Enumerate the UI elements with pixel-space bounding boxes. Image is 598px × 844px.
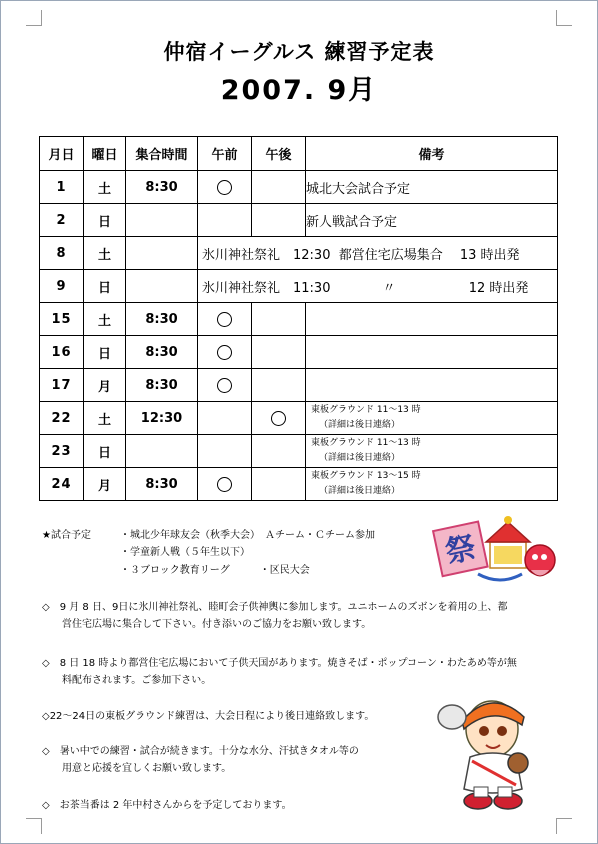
festival-illustration-icon: [430, 512, 558, 588]
cell-span-note: 氷川神社祭礼 12:30 都営住宅広場集合 13 時出発: [198, 237, 558, 270]
cell-am: [198, 369, 252, 402]
cell-weekday: 月: [84, 468, 126, 501]
header-weekday: 曜日: [84, 137, 126, 171]
cell-pm: [252, 369, 306, 402]
cell-am: [198, 402, 252, 435]
crop-mark-tl-h: [26, 25, 42, 26]
cell-am: [198, 204, 252, 237]
header-pm: 午後: [252, 137, 306, 171]
cell-date: 9: [40, 270, 84, 303]
cell-note: [306, 369, 558, 402]
header-notes: 備考: [306, 137, 558, 171]
notice-line: ◇ 8 日 18 時より都営住宅広場において子供天国があります。焼きそば・ポップコーン・わたあめ等が無: [42, 658, 517, 669]
cell-date: 23: [40, 435, 84, 468]
table-header-row: [40, 137, 558, 171]
table-row: [40, 171, 558, 204]
note-line: 東板グラウンド 11〜13 時: [311, 405, 421, 415]
cell-date: 1: [40, 171, 84, 204]
notice: [42, 743, 359, 777]
header-am: 午前: [198, 137, 252, 171]
cell-am: [198, 336, 252, 369]
cell-time: 8:30: [126, 171, 198, 204]
cell-pm: [252, 468, 306, 501]
cell-time: [126, 270, 198, 303]
note-line: （詳細は後日連絡）: [319, 486, 401, 496]
notice: [42, 655, 517, 689]
cell-pm: [252, 204, 306, 237]
cell-date: 16: [40, 336, 84, 369]
crop-mark-tr-h: [556, 25, 572, 26]
cell-pm: [252, 303, 306, 336]
festival-sign-text: 祭: [442, 530, 479, 571]
cell-pm: [252, 336, 306, 369]
cell-weekday: 日: [84, 435, 126, 468]
table-row: [40, 435, 558, 468]
page-subtitle: 2007. 9月: [220, 75, 378, 106]
cell-pm: [252, 402, 306, 435]
table-row: [40, 270, 558, 303]
page-title: 仲宿イーグルス 練習予定表: [163, 40, 435, 64]
cell-note: [306, 303, 558, 336]
attendance-circle-icon: [217, 312, 232, 327]
cell-date: 24: [40, 468, 84, 501]
note-line: （詳細は後日連絡）: [319, 453, 401, 463]
table-row: [40, 468, 558, 501]
cell-time: 12:30: [126, 402, 198, 435]
table-row: [40, 303, 558, 336]
cell-date: 15: [40, 303, 84, 336]
cell-am: [198, 435, 252, 468]
cell-note: 新人戦試合予定: [306, 204, 558, 237]
table-row: [40, 402, 558, 435]
cell-date: 22: [40, 402, 84, 435]
header-date: 月日: [40, 137, 84, 171]
cell-weekday: 日: [84, 270, 126, 303]
baseball-player-mascot-icon: [432, 685, 542, 815]
cell-note: [306, 468, 558, 501]
cell-date: 8: [40, 237, 84, 270]
notice-line: ◇22〜24日の東板グラウンド練習は、大会日程により後日連絡致します。: [42, 711, 375, 722]
table-row: [40, 204, 558, 237]
note-line: （詳細は後日連絡）: [319, 420, 401, 430]
cell-weekday: 土: [84, 303, 126, 336]
cell-date: 2: [40, 204, 84, 237]
notice-line: ◇ 9 月 8 日、9日に氷川神社祭礼、睦町会子供神輿に参加します。ユニホームのズボンを着用の上、都: [42, 602, 508, 613]
notice: [42, 708, 374, 725]
crop-mark-tr-v: [556, 10, 557, 26]
crop-mark-tl-v: [41, 10, 42, 26]
cell-am: [198, 303, 252, 336]
attendance-circle-icon: [217, 477, 232, 492]
match-label: ★試合予定: [42, 530, 91, 541]
notice-line: ◇ 暑い中での練習・試合が続きます。十分な水分、汗拭きタオル等の: [42, 746, 359, 757]
match-item: ・３ブロック教育リーグ ・区民大会: [120, 565, 310, 576]
notice: [42, 599, 508, 633]
cell-weekday: 土: [84, 171, 126, 204]
crop-mark-br-v: [556, 818, 557, 834]
notice-line: ◇ お茶当番は 2 年中村さんからを予定しております。: [42, 800, 292, 811]
match-item: ・学童新人戦（５年生以下）: [120, 547, 250, 558]
cell-time: [126, 204, 198, 237]
crop-mark-bl-v: [41, 818, 42, 834]
cell-time: 8:30: [126, 336, 198, 369]
cell-note: [306, 435, 558, 468]
attendance-circle-icon: [271, 411, 286, 426]
note-line: 東板グラウンド 13〜15 時: [311, 471, 421, 481]
cell-weekday: 土: [84, 237, 126, 270]
cell-pm: [252, 171, 306, 204]
cell-time: [126, 237, 198, 270]
attendance-circle-icon: [217, 345, 232, 360]
notice: [42, 797, 292, 814]
cell-note: [306, 402, 558, 435]
crop-mark-br-h: [556, 818, 572, 819]
cell-am: [198, 171, 252, 204]
notice-line: 料配布されます。ご参加下さい。: [62, 675, 212, 686]
cell-date: 17: [40, 369, 84, 402]
cell-span-note: 氷川神社祭礼 11:30 〃 12 時出発: [198, 270, 558, 303]
cell-pm: [252, 435, 306, 468]
cell-time: 8:30: [126, 369, 198, 402]
cell-note: [306, 336, 558, 369]
cell-time: [126, 435, 198, 468]
cell-weekday: 土: [84, 402, 126, 435]
match-item: ・城北少年球友会（秋季大会） Ａチーム・Ｃチーム参加: [120, 530, 375, 541]
note-line: 東板グラウンド 11〜13 時: [311, 438, 421, 448]
table-row: [40, 237, 558, 270]
cell-weekday: 日: [84, 336, 126, 369]
table-row: [40, 336, 558, 369]
attendance-circle-icon: [217, 378, 232, 393]
notice-line: 営住宅広場に集合して下さい。付き添いのご協力をお願い致します。: [62, 619, 372, 630]
cell-am: [198, 468, 252, 501]
cell-time: 8:30: [126, 468, 198, 501]
cell-time: 8:30: [126, 303, 198, 336]
crop-mark-bl-h: [26, 818, 42, 819]
attendance-circle-icon: [217, 180, 232, 195]
schedule-table: [39, 136, 558, 501]
table-row: [40, 369, 558, 402]
cell-weekday: 月: [84, 369, 126, 402]
cell-weekday: 日: [84, 204, 126, 237]
notice-line: 用意と応援を宜しくお願い致します。: [62, 763, 232, 774]
header-time: 集合時間: [126, 137, 198, 171]
cell-note: 城北大会試合予定: [306, 171, 558, 204]
